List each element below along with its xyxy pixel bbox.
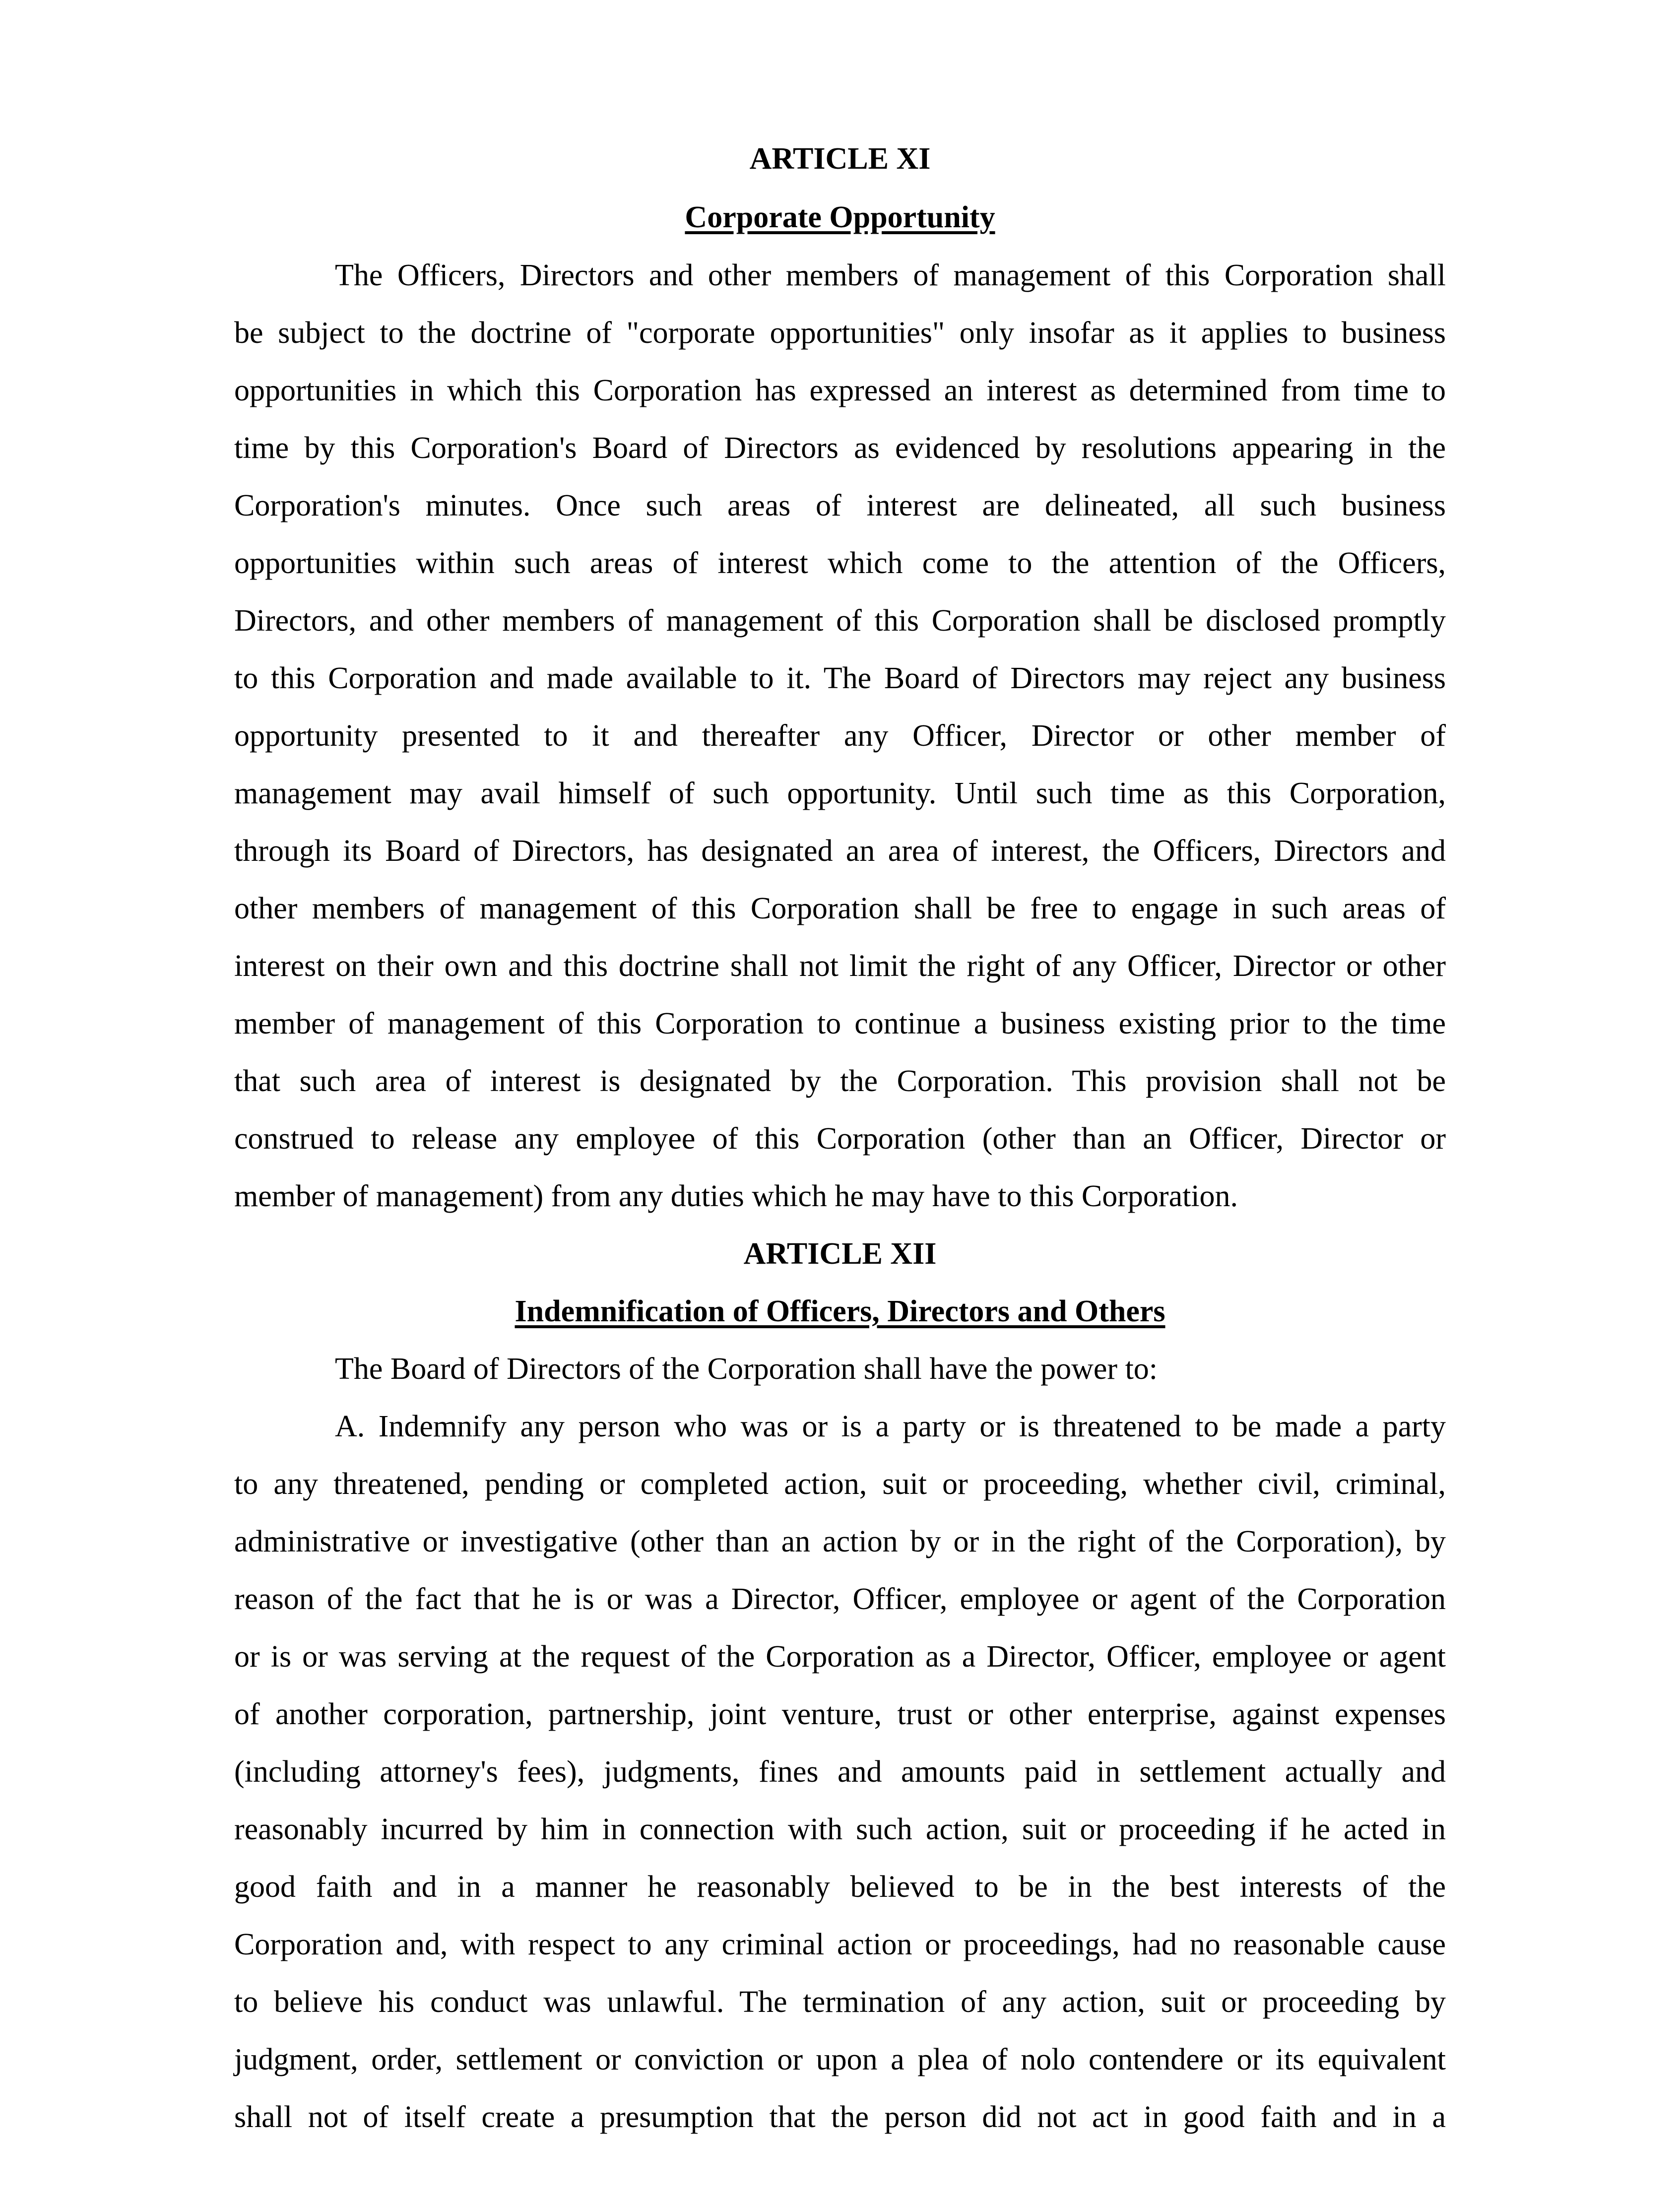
paragraph-line: (including attorney's fees), judgments, fines and amounts paid in settlement actually and xyxy=(234,1755,1446,1789)
article-title xyxy=(0,197,1680,237)
paragraph-line: Corporation and, with respect to any criminal action or proceedings, had no reasonable cause xyxy=(234,1928,1446,1961)
article-heading: ARTICLE XII xyxy=(743,1237,937,1271)
article-title-text: Corporate Opportunity xyxy=(685,200,995,234)
paragraph-intro: The Board of Directors of the Corporation shall have the power to: xyxy=(335,1352,1158,1386)
paragraph-line: or is or was serving at the request of the Corporation as a Director, Officer, employee or agent xyxy=(234,1640,1446,1674)
paragraph-line: reason of the fact that he is or was a Director, Officer, employee or agent of the Corporation xyxy=(234,1582,1446,1616)
paragraph-line: of another corporation, partnership, joint venture, trust or other enterprise, against expenses xyxy=(234,1697,1446,1731)
paragraph-line: member of management) from any duties which he may have to this Corporation. xyxy=(234,1179,1238,1213)
paragraph-line: Directors, and other members of management of this Corporation shall be disclosed promptly xyxy=(234,604,1446,638)
paragraph-line: management may avail himself of such opportunity. Until such time as this Corporation, xyxy=(234,776,1446,810)
paragraph-line: time by this Corporation's Board of Directors as evidenced by resolutions appearing in the xyxy=(234,431,1446,465)
paragraph-line: good faith and in a manner he reasonably believed to be in the best interests of the xyxy=(234,1870,1446,1904)
paragraph-line: administrative or investigative (other than an action by or in the right of the Corporation), by xyxy=(234,1525,1446,1558)
paragraph-line: A. Indemnify any person who was or is a party or is threatened to be made a party xyxy=(335,1410,1446,1443)
paragraph-line: interest on their own and this doctrine shall not limit the right of any Officer, Director or other xyxy=(234,949,1446,983)
paragraph-line: reasonably incurred by him in connection with such action, suit or proceeding if he acted in xyxy=(234,1812,1446,1846)
paragraph-line: member of management of this Corporation to continue a business existing prior to the time xyxy=(234,1007,1446,1040)
paragraph-line: The Officers, Directors and other members of management of this Corporation shall xyxy=(335,258,1446,292)
paragraph-line: to this Corporation and made available to it. The Board of Directors may reject any business xyxy=(234,661,1446,695)
paragraph-line: opportunities in which this Corporation has expressed an interest as determined from time to xyxy=(234,374,1446,407)
article-title xyxy=(0,1292,1680,1331)
paragraph-line: to believe his conduct was unlawful. The termination of any action, suit or proceeding by xyxy=(234,1985,1446,2019)
paragraph-line: shall not of itself create a presumption that the person did not act in good faith and in a xyxy=(234,2100,1446,2134)
paragraph-line: through its Board of Directors, has designated an area of interest, the Officers, Directors and xyxy=(234,834,1446,868)
article-title-text: Indemnification of Officers, Directors and Others xyxy=(515,1294,1165,1328)
paragraph-line: be subject to the doctrine of "corporate opportunities" only insofar as it applies to business xyxy=(234,316,1446,350)
paragraph-line: other members of management of this Corporation shall be free to engage in such areas of xyxy=(234,892,1446,925)
paragraph-line: Corporation's minutes. Once such areas of interest are delineated, all such business xyxy=(234,489,1446,522)
paragraph-line: construed to release any employee of this Corporation (other than an Officer, Director or xyxy=(234,1122,1446,1156)
paragraph-line: to any threatened, pending or completed action, suit or proceeding, whether civil, criminal, xyxy=(234,1467,1446,1501)
paragraph-line: judgment, order, settlement or conviction or upon a plea of nolo contendere or its equivalent xyxy=(234,2043,1446,2076)
article-heading: ARTICLE XI xyxy=(749,142,931,176)
paragraph-line: opportunities within such areas of interest which come to the attention of the Officers, xyxy=(234,546,1446,580)
paragraph-line: that such area of interest is designated by the Corporation. This provision shall not be xyxy=(234,1064,1446,1098)
paragraph-line: opportunity presented to it and thereafter any Officer, Director or other member of xyxy=(234,719,1446,753)
